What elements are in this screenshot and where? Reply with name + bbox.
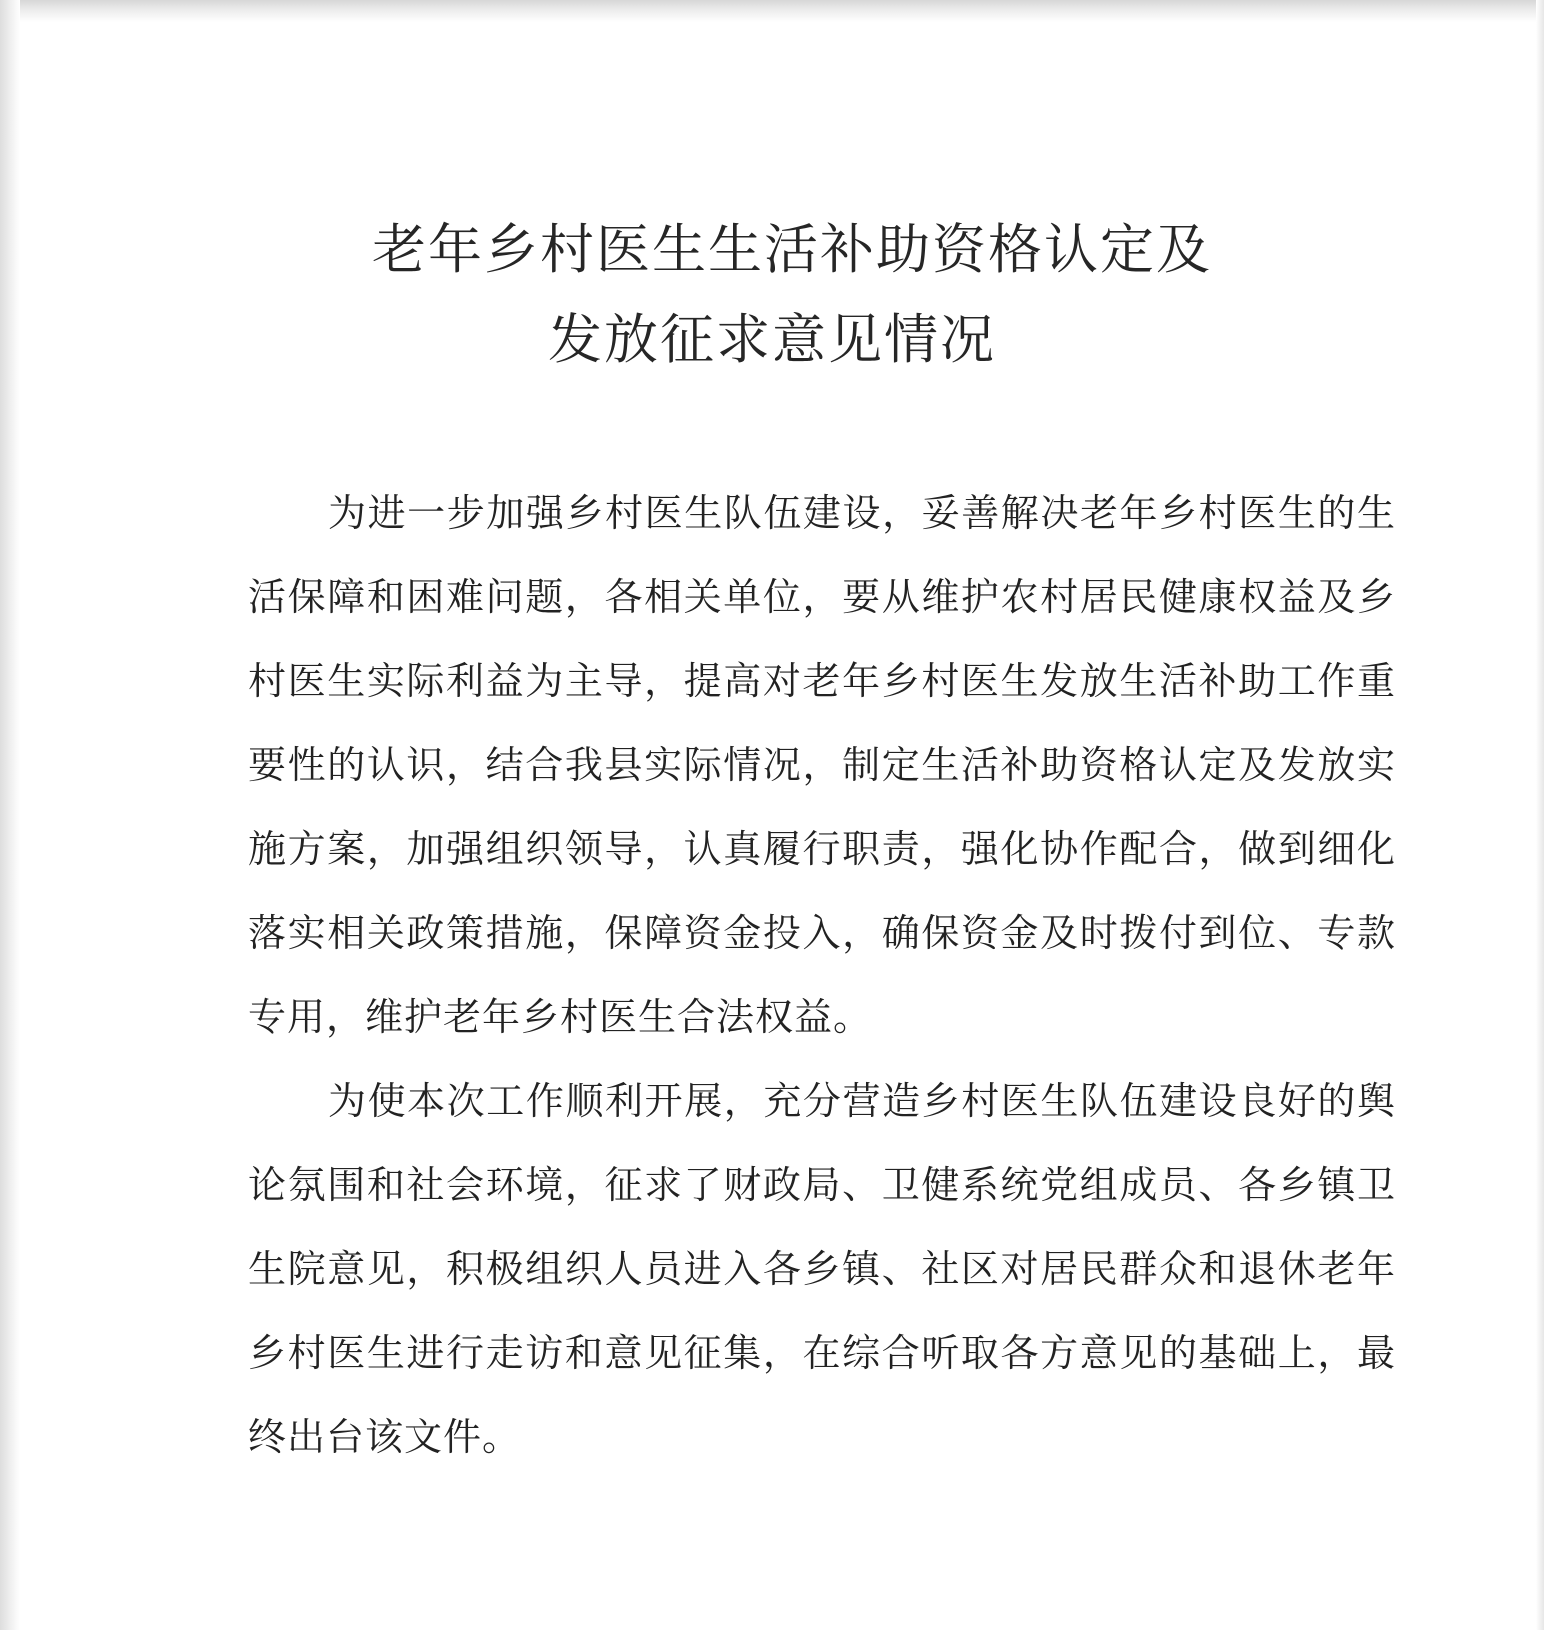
- paragraph-1: 为进一步加强乡村医生队伍建设，妥善解决老年乡村医生的生活保障和困难问题，各相关单位，要从维护农村居民健康权益及乡村医生实际利益为主导，提高对老年乡村医生发放生活补助工作重要性的认识，结合我县实际情况，制定生活补助资格认定及发放实施方案，加强组织领导，认真履行职责，强化协作配合，做到细化落实相关政策措施，保障资金投入，确保资金及时拨付到位、专款专用，维护老年乡村医生合法权益。: [248, 491, 1396, 1039]
- title-line-2: 发放征求意见情况: [548, 308, 996, 371]
- document-body: [248, 471, 1396, 1479]
- scan-edge-top: [0, 0, 1544, 22]
- paragraph-2: 为使本次工作顺利开展，充分营造乡村医生队伍建设良好的舆论氛围和社会环境，征求了财政局、卫健系统党组成员、各乡镇卫生院意见，积极组织人员进入各乡镇、社区对居民群众和退休老年乡村医生进行走访和意见征集，在综合听取各方意见的基础上，最终出台该文件。: [248, 1079, 1396, 1459]
- document-title: [0, 205, 1544, 385]
- title-line-1: 老年乡村医生生活补助资格认定及: [372, 218, 1212, 281]
